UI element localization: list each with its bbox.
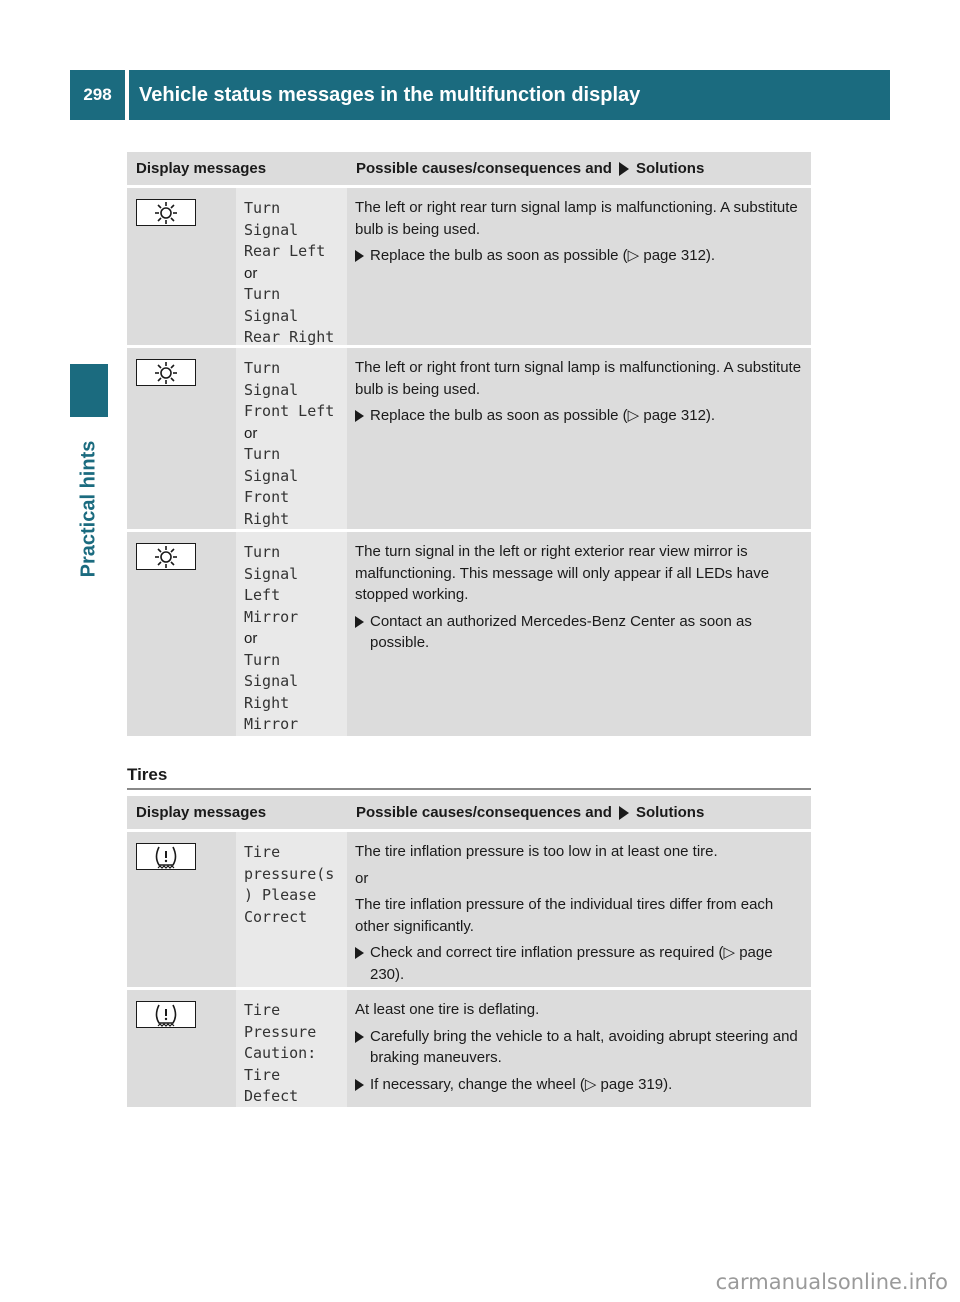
or-text: or xyxy=(244,264,258,282)
description-text: The left or right front turn signal lamp is malfunctioning. A substitute bulb is being used. xyxy=(355,359,802,398)
message-text: Mirror xyxy=(244,715,299,733)
action-arrow-icon xyxy=(355,1031,364,1043)
lamp-messages-table xyxy=(127,152,811,736)
message-cell xyxy=(236,188,347,345)
message-text: Tire xyxy=(244,1065,281,1084)
description-cell xyxy=(347,348,811,529)
message-text: Right xyxy=(244,693,290,712)
table-row xyxy=(127,532,811,736)
section-divider xyxy=(127,788,811,790)
solution-step xyxy=(355,611,805,654)
icon-cell xyxy=(127,348,236,529)
action-arrow-icon xyxy=(619,806,629,820)
message-text: Turn xyxy=(244,543,281,561)
message-text: Tire xyxy=(244,1001,281,1019)
icon-cell xyxy=(127,990,236,1107)
message-text: Turn xyxy=(244,445,281,463)
col-causes-solutions xyxy=(347,804,811,821)
table-header xyxy=(127,796,811,829)
side-tab-marker xyxy=(70,364,108,417)
message-cell xyxy=(236,532,347,736)
message-text: Turn xyxy=(244,285,281,303)
message-text: Defect xyxy=(244,1087,299,1105)
icon-cell xyxy=(127,532,236,736)
description-text: At least one tire is deflating. xyxy=(355,1001,540,1018)
message-text: Pressure xyxy=(244,1022,317,1041)
tire-pressure-icon xyxy=(136,1001,196,1028)
message-text: Signal xyxy=(244,564,299,583)
message-text: Caution: xyxy=(244,1044,317,1062)
description-cell xyxy=(347,188,811,345)
message-cell xyxy=(236,348,347,529)
solution-text: Replace the bulb as soon as possible (▷ page 312). xyxy=(370,247,716,264)
message-cell xyxy=(236,990,347,1107)
message-text: pressure(s xyxy=(244,864,335,883)
table-row xyxy=(127,832,811,987)
solution-text: If necessary, change the wheel (▷ page 319). xyxy=(370,1075,673,1093)
solutions-label: Solutions xyxy=(635,804,705,821)
message-text: Turn xyxy=(244,359,281,377)
or-text: or xyxy=(244,424,258,442)
icon-cell xyxy=(127,188,236,345)
message-text: Left xyxy=(244,586,281,604)
bulb-icon xyxy=(136,543,196,570)
action-arrow-icon xyxy=(355,410,364,422)
message-text: Right xyxy=(244,509,290,528)
side-tab xyxy=(70,419,108,599)
message-text: Signal xyxy=(244,672,299,690)
solutions-label: Solutions xyxy=(635,160,705,177)
message-cell xyxy=(236,832,347,987)
causes-label: Possible causes/consequences and xyxy=(356,160,612,177)
table-header xyxy=(127,152,811,185)
action-arrow-icon xyxy=(355,250,364,262)
message-text: Turn xyxy=(244,199,281,217)
causes-label: Possible causes/consequences and xyxy=(356,804,612,821)
message-text: Turn xyxy=(244,650,281,669)
solution-text: Contact an authorized Mercedes-Benz Center as soon as possible. xyxy=(370,612,752,651)
description-text: The turn signal in the left or right exterior rear view mirror is malfunctioning. This message will only appear if all LEDs have stopped working. xyxy=(355,543,770,603)
bulb-icon xyxy=(136,199,196,226)
description-cell xyxy=(347,990,811,1107)
section-title-tires: Tires xyxy=(127,765,168,784)
side-tab-label: Practical hints xyxy=(77,440,100,578)
icon-cell xyxy=(127,832,236,987)
message-text: Rear Right xyxy=(244,328,335,346)
description-cell xyxy=(347,532,811,736)
page-header-title: Vehicle status messages in the multifunction display xyxy=(129,70,890,120)
or-text: or xyxy=(355,869,369,887)
table-row xyxy=(127,348,811,529)
message-text: Signal xyxy=(244,380,299,399)
col-display-messages: Display messages xyxy=(136,160,267,177)
description-cell xyxy=(347,832,811,987)
solution-step xyxy=(355,1026,805,1069)
bulb-icon xyxy=(136,359,196,386)
message-text: Rear Left xyxy=(244,242,326,260)
message-text: Mirror xyxy=(244,607,299,626)
message-text: Correct xyxy=(244,907,308,926)
action-arrow-icon xyxy=(355,947,364,959)
description-text: The tire inflation pressure of the individual tires differ from each other significantly. xyxy=(355,896,774,935)
solution-step xyxy=(355,245,805,267)
message-text: Signal xyxy=(244,220,299,239)
solution-step xyxy=(355,405,805,427)
action-arrow-icon xyxy=(619,162,629,176)
message-text: Signal xyxy=(244,306,299,325)
action-arrow-icon xyxy=(355,616,364,628)
solution-text: Replace the bulb as soon as possible (▷ page 312). xyxy=(370,407,716,424)
message-text: ) Please xyxy=(244,886,317,904)
table-row xyxy=(127,188,811,345)
tire-messages-table xyxy=(127,796,811,1107)
solution-text: Check and correct tire inflation pressure as required (▷ page 230). xyxy=(370,944,773,983)
description-text: The left or right rear turn signal lamp is malfunctioning. A substitute bulb is being used. xyxy=(355,199,798,238)
solution-text: Carefully bring the vehicle to a halt, avoiding abrupt steering and braking maneuvers. xyxy=(370,1027,798,1066)
col-display-messages: Display messages xyxy=(136,804,267,821)
table-row xyxy=(127,990,811,1107)
or-text: or xyxy=(244,630,258,647)
watermark: carmanualsonline.info xyxy=(715,1270,948,1294)
message-text: Front xyxy=(244,488,290,506)
message-text: Tire xyxy=(244,843,281,861)
col-causes-solutions xyxy=(347,160,811,177)
page-number: 298 xyxy=(70,70,125,120)
tire-pressure-icon xyxy=(136,843,196,870)
solution-step xyxy=(355,942,805,985)
solution-step xyxy=(355,1074,805,1096)
message-text: Signal xyxy=(244,466,299,485)
message-text: Front Left xyxy=(244,402,335,420)
description-text: The tire inflation pressure is too low in at least one tire. xyxy=(355,843,718,860)
action-arrow-icon xyxy=(355,1079,364,1091)
